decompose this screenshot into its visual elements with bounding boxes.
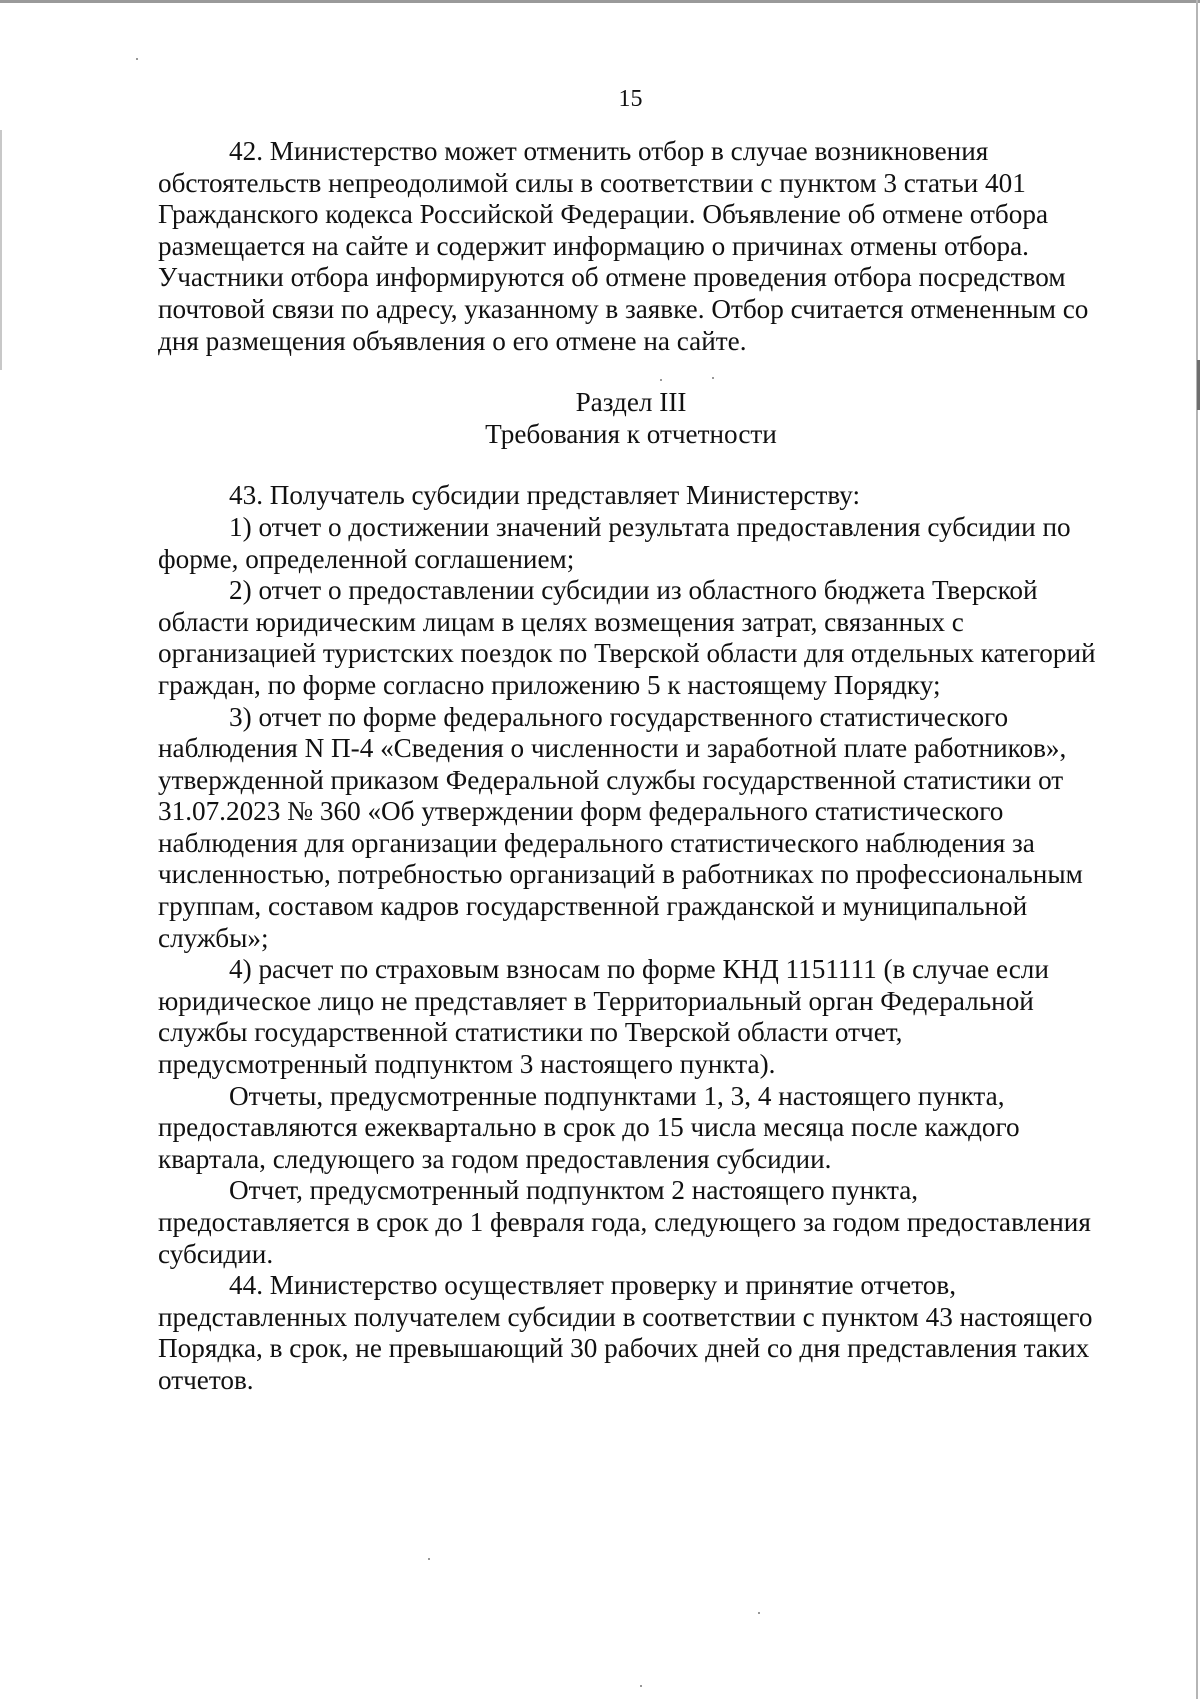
scan-edge-right bbox=[1196, 0, 1198, 1699]
section-subtitle: Требования к отчетности bbox=[485, 418, 777, 449]
paragraph-43-item-1: 1) отчет о достижении значений результата предоставления субсидии по форме, определенной соглашением; bbox=[158, 511, 1071, 574]
paragraph-43: 43. Получатель субсидии представляет Министерству: bbox=[229, 480, 861, 511]
paragraph-43-report-annual: Отчет, предусмотренный подпунктом 2 настоящего пункта, предоставляется в срок до 1 февраля года, следующего за годом предоставления субсидии. bbox=[158, 1175, 1091, 1269]
paragraph-43-reports-quarterly: Отчеты, предусмотренные подпунктами 1, 3, 4 настоящего пункта, предоставляются ежеквартально в срок до 15 числа месяца после каждого квартала, следующего за годом предоставления субсидии. bbox=[158, 1080, 1020, 1174]
paragraph-43-item-4: 4) расчет по страховым взносам по форме КНД 1151111 (в случае если юридическое лицо не представляет в Территориальный орган Федеральной службы государственной статистики по Тверской области отчет, предусмотренный подпунктом 3 настоящего пункта). bbox=[158, 954, 1049, 1080]
paragraph-42: 42. Министерство может отменить отбор в случае возникновения обстоятельств непреодолимой силы в соответствии с пунктом 3 статьи 401 Гражданского кодекса Российской Федерации. Объявление об отмене отбора размещается на сайте и содержит информацию о причинах отмены отбора. Участники отбора информируются об отмене проведения отбора посредством почтовой связи по адресу, указанному в заявке. Отбор считается отмененным со дня размещения объявления о его отмене на сайте. bbox=[158, 136, 1089, 356]
paragraph-43-item-3: 3) отчет по форме федерального государственного статистического наблюдения N П-4 «Сведения о численности и заработной плате работников», утвержденной приказом Федеральной службы государственной статистики от 31.07.2023 № 360 «Об утверждении форм федерального статистического наблюдения для организации федерального статистического наблюдения за численностью, потребностью организаций в работниках по профессиональным группам, составом кадров государственной гражданской и муниципальной службы»; bbox=[158, 701, 1083, 953]
scan-edge-top bbox=[0, 0, 1200, 3]
scan-speck bbox=[758, 1612, 760, 1614]
paragraph-44: 44. Министерство осуществляет проверку и принятие отчетов, представленных получателем субсидии в соответствии с пунктом 43 настоящего Порядка, в срок, не превышающий 30 рабочих дней со дня представления таких отчетов. bbox=[158, 1270, 1093, 1395]
section-title: Раздел III bbox=[575, 387, 687, 418]
scan-speck bbox=[640, 1685, 642, 1687]
paragraph-43-item-2: 2) отчет о предоставлении субсидии из областного бюджета Тверской области юридическим лицам в целях возмещения затрат, связанных с организацией туристских поездок по Тверской области для отдельных категорий граждан, по форме согласно приложению 5 к настоящему Порядку; bbox=[158, 575, 1096, 700]
scan-speck bbox=[136, 58, 138, 60]
page-number: 15 bbox=[618, 86, 643, 112]
scan-edge-left bbox=[0, 130, 2, 370]
document-body bbox=[158, 136, 1104, 1397]
scan-speck bbox=[428, 1558, 430, 1560]
